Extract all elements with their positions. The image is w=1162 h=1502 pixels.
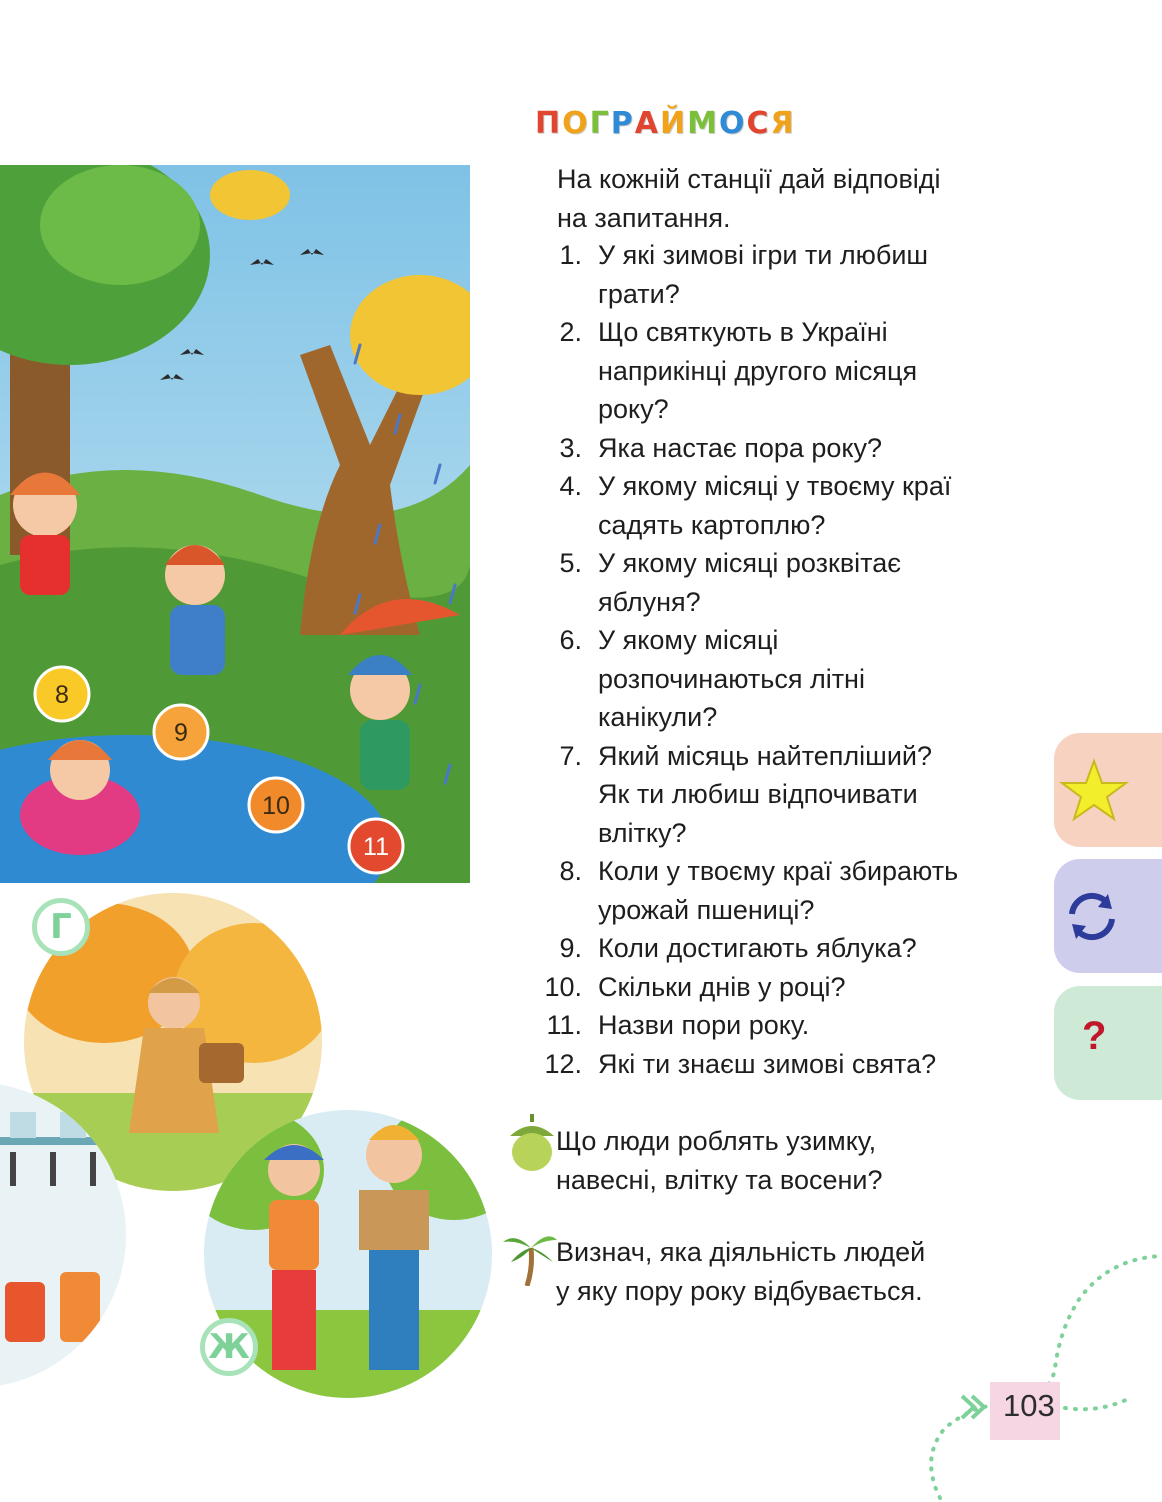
question-number: 1. <box>559 240 582 270</box>
intro-text <box>557 160 1017 237</box>
star-tab-button[interactable] <box>1054 733 1162 847</box>
question-item <box>532 737 1022 853</box>
question-line: садять картоплю? <box>598 509 826 540</box>
question-line: наприкінці другого місяця <box>598 355 918 386</box>
question-line: Яка настає пора року? <box>598 432 883 463</box>
question-line: урожай пшениці? <box>598 894 815 925</box>
question-line: грати? <box>598 278 680 309</box>
title-letter: Р <box>610 105 634 141</box>
question-line: Які ти знаєш зимові свята? <box>598 1048 937 1079</box>
question-line: яблуня? <box>598 586 701 617</box>
question-item <box>532 544 1022 621</box>
station-number: 9 <box>174 719 188 747</box>
question-line: Назви пори року. <box>598 1010 810 1040</box>
question-line: Що святкують в Україні <box>598 317 888 347</box>
task-line: Що люди роблять узимку, <box>556 1126 877 1156</box>
question-line: розпочинаються літні <box>598 663 865 694</box>
question-line: Скільки днів у році? <box>598 971 846 1002</box>
question-number: 8. <box>559 856 582 886</box>
task-determine-activity <box>556 1233 925 1310</box>
question-line: У якому місяці розквітає <box>598 548 902 578</box>
question-line: канікули? <box>598 702 718 732</box>
question-number: 4. <box>559 471 582 501</box>
refresh-icon <box>1054 859 1162 973</box>
question-number: 12. <box>544 1048 582 1079</box>
question-item <box>532 621 1022 737</box>
question-number: 3. <box>559 432 582 463</box>
chevron-right-icon <box>958 1392 990 1422</box>
question-item <box>532 968 1022 1007</box>
question-line: року? <box>598 394 669 424</box>
question-line: У які зимові ігри ти любиш <box>598 240 929 270</box>
decorative-dotted-path <box>900 1238 1162 1502</box>
title-letter: Г <box>589 105 610 141</box>
question-line: У якому місяці <box>598 625 779 655</box>
question-line: влітку? <box>598 817 687 848</box>
palm-tree-icon <box>503 1228 557 1286</box>
station-letter-g-badge: Г <box>32 898 90 956</box>
question-number: 7. <box>559 740 582 771</box>
title-letter: О <box>562 105 589 141</box>
help-tab-button[interactable] <box>1054 986 1162 1100</box>
intro-line: на запитання. <box>557 202 731 233</box>
question-item <box>532 1045 1022 1084</box>
refresh-tab-button[interactable] <box>1054 859 1162 973</box>
question-item <box>532 236 1022 313</box>
station-number: 10 <box>262 792 290 820</box>
question-line: У якому місяці у твоєму краї <box>598 471 952 501</box>
title-letter: С <box>746 105 770 141</box>
question-number: 9. <box>559 933 582 963</box>
question-list <box>532 236 1022 1083</box>
section-title <box>535 104 795 142</box>
question-item <box>532 852 1022 929</box>
question-item <box>532 467 1022 544</box>
title-letter: А <box>634 105 659 141</box>
page-number: 103 <box>1003 1388 1055 1423</box>
question-line: Коли у твоєму краї збирають <box>598 856 959 886</box>
autumn-park-illustration <box>0 165 470 883</box>
title-letter: Й <box>659 105 687 141</box>
task-line: у яку пору року відбувається. <box>556 1275 923 1306</box>
question-number: 11. <box>546 1010 582 1040</box>
question-number: 5. <box>559 548 582 578</box>
title-letter: Я <box>770 105 795 141</box>
task-line: Визнач, яка діяльність людей <box>556 1237 926 1267</box>
intro-line: На кожній станції дай відповіді <box>557 164 941 194</box>
title-letter: П <box>535 105 562 141</box>
question-mark-icon: ? <box>1082 1014 1107 1058</box>
task-line: навесні, влітку та восени? <box>556 1164 883 1195</box>
task-seasons-activities <box>556 1122 883 1199</box>
star-icon <box>1054 733 1162 847</box>
station-number: 11 <box>363 833 389 861</box>
question-line: Який місяць найтепліший? <box>598 740 932 771</box>
acorn-icon <box>506 1112 558 1172</box>
station-letter-zh-badge: Ж <box>200 1318 258 1376</box>
question-number: 10. <box>544 971 582 1002</box>
question-item <box>532 1006 1022 1045</box>
question-item <box>532 313 1022 429</box>
question-item <box>532 929 1022 968</box>
question-number: 2. <box>559 317 582 347</box>
question-number: 6. <box>559 625 582 655</box>
question-item <box>532 429 1022 468</box>
station-number: 8 <box>55 681 69 709</box>
title-letter: О <box>718 105 746 141</box>
question-line: Коли достигають яблука? <box>598 933 917 963</box>
question-line: Як ти любиш відпочивати <box>598 779 918 809</box>
title-letter: М <box>687 105 718 141</box>
